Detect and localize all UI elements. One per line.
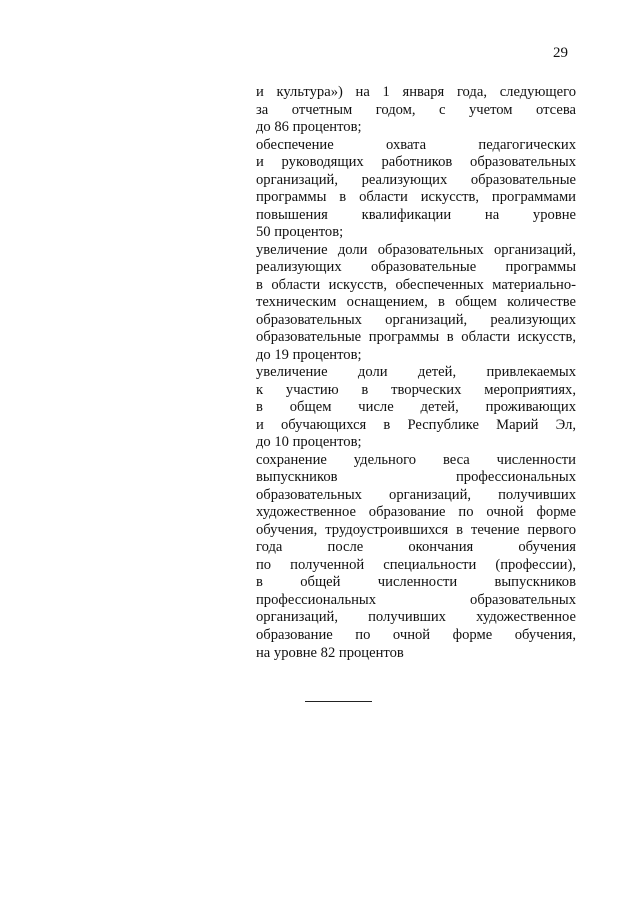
text-line: выпускников профессиональных <box>256 469 576 486</box>
text-line: и культура») на 1 января года, следующего <box>256 84 576 100</box>
text-line: в общей численности выпускников <box>256 574 576 591</box>
text-line: техническим оснащением, в общем количестве <box>256 294 576 311</box>
end-of-text-rule <box>305 701 372 702</box>
text-line: сохранение удельного веса численности <box>256 451 576 468</box>
text-line: до 10 процентов; <box>256 434 362 451</box>
text-line: повышения квалификации на уровне <box>256 206 576 223</box>
text-line: увеличение доли детей, привлекаемых <box>256 364 576 381</box>
text-line: образовательных организаций, получивших <box>256 486 576 503</box>
text-line: на уровне 82 процентов <box>256 644 404 661</box>
text-line: 50 процентов; <box>256 224 344 241</box>
text-line: к участию в творческих мероприятиях, <box>256 381 576 398</box>
text-line: образование по очной форме обучения, <box>256 626 576 643</box>
text-line: до 19 процентов; <box>256 346 362 363</box>
text-line: реализующих образовательные программы <box>256 259 576 276</box>
text-line: художественное образование по очной форме <box>256 504 576 521</box>
text-line: в области искусств, обеспеченных материально- <box>256 276 576 293</box>
text-line: и руководящих работников образовательных <box>256 154 576 171</box>
text-line: организаций, получивших художественное <box>256 609 576 626</box>
text-line: программы в области искусств, программами <box>256 189 576 206</box>
text-line: обучения, трудоустроившихся в течение первого <box>256 521 576 538</box>
text-line: организаций, реализующих образовательные <box>256 171 576 188</box>
text-line: в общем числе детей, проживающих <box>256 399 576 416</box>
page-number: 29 <box>553 45 568 61</box>
text-line: профессиональных образовательных <box>256 591 576 608</box>
text-line: года после окончания обучения <box>256 539 576 556</box>
text-line: образовательных организаций, реализующих <box>256 311 576 328</box>
text-line: увеличение доли образовательных организаций, <box>256 241 576 258</box>
text-line: по полученной специальности (профессии), <box>256 556 576 573</box>
text-line: за отчетным годом, с учетом отсева <box>256 101 576 118</box>
text-line: и обучающихся в Республике Марий Эл, <box>256 416 576 433</box>
text-line: образовательные программы в области искусств, <box>256 329 576 346</box>
document-body-text <box>256 84 576 662</box>
text-line: обеспечение охвата педагогических <box>256 136 576 153</box>
text-line: до 86 процентов; <box>256 119 362 136</box>
